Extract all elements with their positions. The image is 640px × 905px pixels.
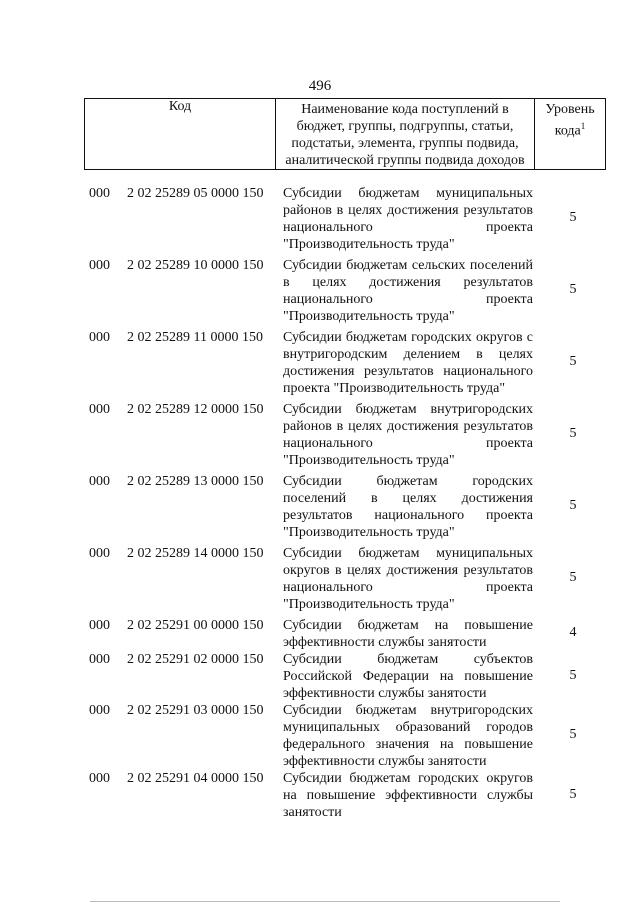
- admin-code: 000: [89, 402, 110, 417]
- budget-code: 2 02 25289 11 0000 150: [127, 330, 263, 345]
- budget-code: 2 02 25289 13 0000 150: [127, 474, 264, 489]
- table-row: [0, 401, 640, 469]
- code-name: Субсидии бюджетам сельских поселений в целях достижения результатов национального проекта "Производительность труда": [283, 258, 533, 324]
- admin-code: 000: [89, 771, 110, 786]
- code-level: 5: [569, 354, 577, 369]
- page-number: 496: [308, 78, 332, 94]
- code-name: Субсидии бюджетам муниципальных районов в целях достижения результатов национального проекта "Производительность труда": [283, 186, 533, 252]
- header-level-label: Уровень кода: [545, 102, 595, 139]
- budget-code: 2 02 25289 05 0000 150: [127, 186, 264, 201]
- table-row: [0, 545, 640, 613]
- header-name: Наименование кода поступлений в бюджет, группы, подгруппы, статьи, подстатьи, элемента, группы подвида, аналитической группы подвида доходов: [276, 99, 535, 170]
- table-row: [0, 473, 640, 541]
- code-level: 5: [569, 426, 577, 441]
- code-name: Субсидии бюджетам муниципальных округов в целях достижения результатов национального проекта "Производительность труда": [283, 546, 533, 612]
- code-name: Субсидии бюджетам городских поселений в целях достижения результатов национального проекта "Производительность труда": [283, 474, 533, 540]
- table-row: [0, 257, 640, 325]
- admin-code: 000: [89, 652, 110, 667]
- code-level: 5: [569, 667, 577, 683]
- code-name: Субсидии бюджетам городских округов на повышение эффективности службы занятости: [283, 771, 533, 820]
- budget-code: 2 02 25291 02 0000 150: [127, 652, 264, 667]
- admin-code: 000: [89, 474, 110, 489]
- table-row: [0, 617, 640, 651]
- admin-code: 000: [89, 258, 110, 273]
- admin-code: 000: [89, 186, 110, 201]
- code-level: 5: [569, 282, 577, 297]
- code-name: Субсидии бюджетам субъектов Российской Федерации на повышение эффективности службы занятости: [283, 652, 533, 701]
- divider: [90, 901, 560, 902]
- budget-code: 2 02 25289 10 0000 150: [127, 258, 264, 273]
- table-row: [0, 329, 640, 397]
- code-level: 5: [569, 786, 577, 802]
- table-header: [84, 98, 606, 170]
- header-code: Код: [85, 99, 276, 170]
- code-name: Субсидии бюджетам внутригородских районов в целях достижения результатов национального проекта "Производительность труда": [283, 402, 533, 468]
- budget-code: 2 02 25289 14 0000 150: [127, 546, 264, 561]
- budget-code: 2 02 25291 03 0000 150: [127, 703, 264, 718]
- admin-code: 000: [89, 330, 110, 345]
- code-level: 5: [569, 210, 577, 225]
- header-level-footnote: 1: [580, 121, 586, 131]
- admin-code: 000: [89, 546, 110, 561]
- code-name: Субсидии бюджетам на повышение эффективности службы занятости: [283, 618, 533, 650]
- admin-code: 000: [89, 703, 110, 718]
- budget-code: 2 02 25289 12 0000 150: [127, 402, 264, 417]
- table-row: [0, 651, 640, 702]
- code-level: 5: [569, 727, 577, 742]
- code-level: 5: [569, 570, 577, 585]
- table-row: [0, 770, 640, 821]
- table-row: [0, 185, 640, 253]
- budget-code: 2 02 25291 04 0000 150: [127, 771, 264, 786]
- code-name: Субсидии бюджетам внутригородских муниципальных образований городов федерального значения на повышение эффективности службы занятости: [283, 703, 533, 769]
- code-name: Субсидии бюджетам городских округов с внутригородским делением в целях достижения результатов национального проекта "Производительность труда": [283, 330, 533, 396]
- code-level: 5: [569, 498, 577, 513]
- table-row: [0, 702, 640, 770]
- header-level: [535, 99, 606, 170]
- budget-code: 2 02 25291 00 0000 150: [127, 618, 264, 633]
- code-level: 4: [569, 625, 577, 640]
- admin-code: 000: [89, 618, 110, 633]
- table-body: [0, 185, 640, 821]
